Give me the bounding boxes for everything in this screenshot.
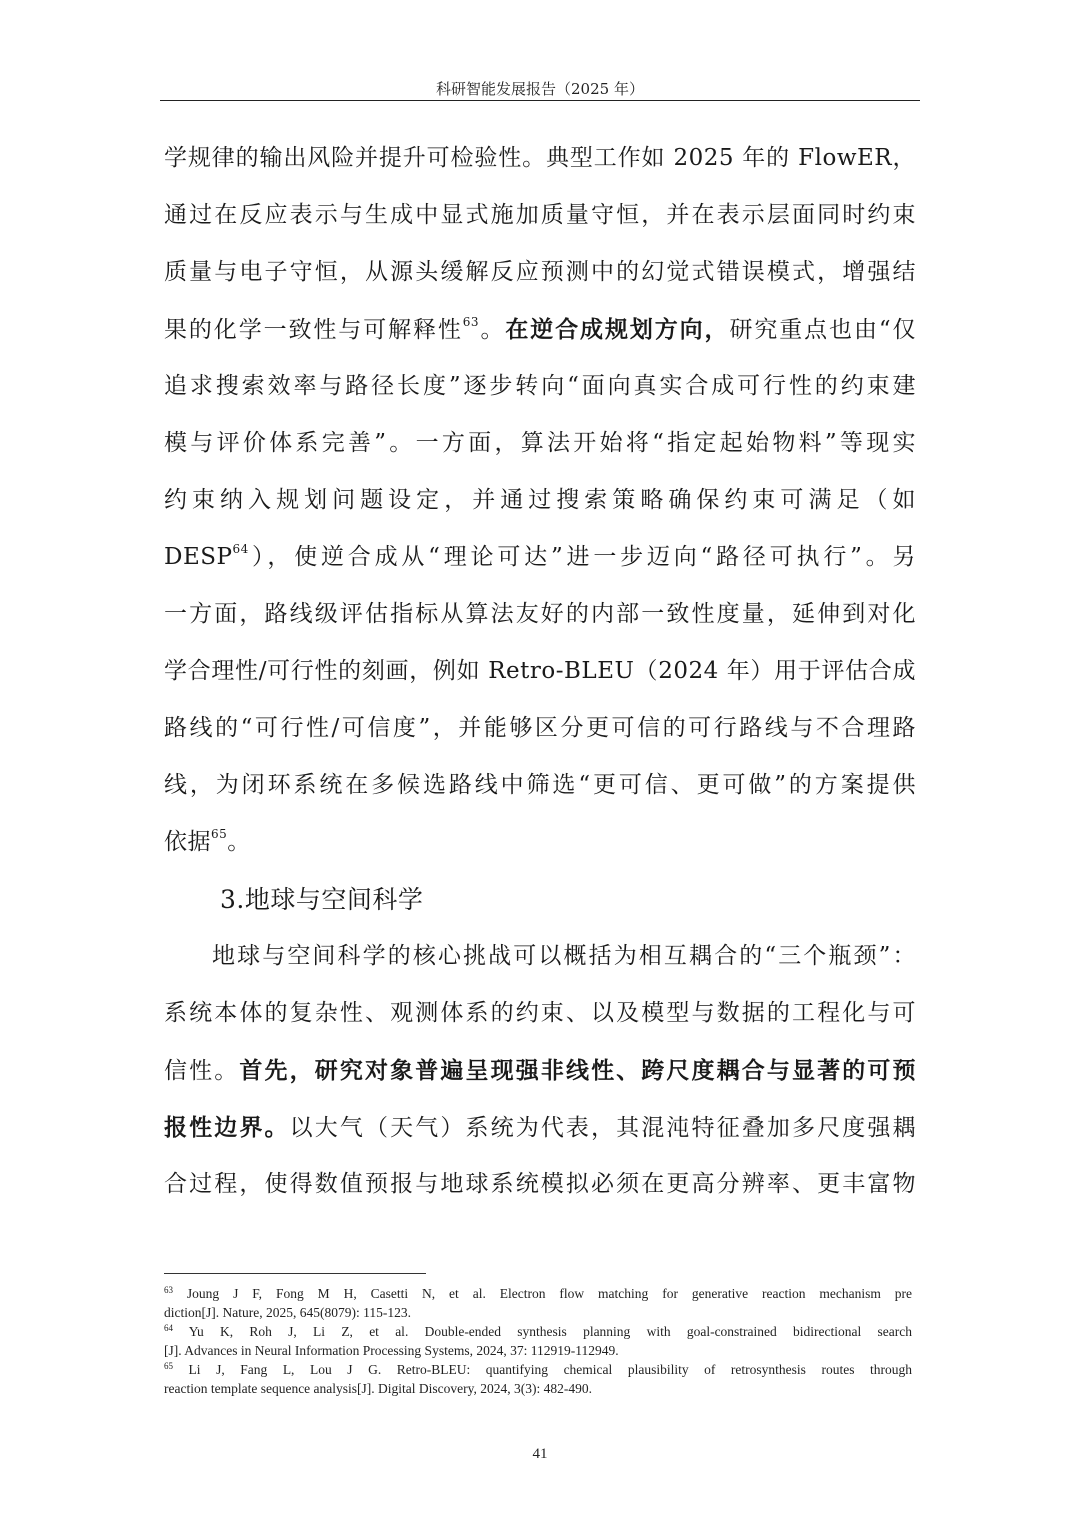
footnote-ref-64: 64: [232, 542, 249, 556]
text-line: 质量与电子守恒，从源头缓解反应预测中的幻觉式错误模式，增强结: [164, 259, 916, 285]
text-line: 学合理性/可行性的刻画，例如 Retro-BLEU（2024 年）用于评估合成: [164, 658, 916, 684]
text-line: [164, 529, 916, 586]
text-line: [164, 814, 916, 871]
bold-phrase: 报性边界。: [164, 1114, 290, 1141]
text-line: 模与评价体系完善”。一方面，算法开始将“指定起始物料”等现实: [164, 430, 916, 456]
footnote-ref-65: 65: [211, 827, 228, 841]
footnote-number: 65: [164, 1361, 173, 1371]
footnote-number: 63: [164, 1285, 173, 1295]
text-line: 系统本体的复杂性、观测体系的约束、以及模型与数据的工程化与可: [164, 1000, 916, 1026]
text-line: 路线的“可行性/可信度”，并能够区分更可信的可行路线与不合理路: [164, 715, 916, 741]
footnote-text: Yu K, Roh J, Li Z, et al. Double-ended synthesis planning with goal-constrained bidirectional search: [188, 1324, 913, 1339]
section-heading: 3.地球与空间科学: [220, 885, 424, 914]
text-line: [164, 1099, 916, 1156]
text-line: 合过程，使得数值预报与地球系统模拟必须在更高分辨率、更丰富物: [164, 1171, 916, 1197]
text-run: DESP: [164, 544, 233, 570]
text-run: ），使逆合成从“理论可达”进一步迈向“路径可执行”。另: [248, 544, 916, 570]
text-line: [164, 1042, 916, 1099]
footnote-line: [164, 1284, 912, 1303]
page-number: 41: [532, 1446, 548, 1462]
text-line: 线，为闭环系统在多候选路线中筛选“更可信、更可做”的方案提供: [164, 772, 916, 798]
footnote-ref-63: 63: [462, 315, 480, 329]
footnote-line: [164, 1360, 912, 1379]
header-rule: [160, 100, 920, 101]
footnote-number: 64: [164, 1323, 173, 1333]
footnotes: [164, 1284, 912, 1398]
footnote-line: [164, 1322, 912, 1341]
main-text: [164, 130, 916, 1213]
text-run: 果的化学一致性与可解释性: [164, 317, 463, 343]
bold-phrase: 在逆合成规划方向，: [505, 316, 730, 343]
text-line: 学规律的输出风险并提升可检验性。典型工作如 2025 年的 FlowER，: [164, 145, 916, 171]
footnote-line: [J]. Advances in Neural Information Processing Systems, 2024, 37: 112919-112949.: [164, 1343, 619, 1358]
text-line: 约束纳入规划问题设定，并通过搜索策略确保约束可满足（如: [164, 487, 916, 513]
text-line: 一方面，路线级评估指标从算法友好的内部一致性度量，延伸到对化: [164, 601, 916, 627]
footnote-text: Li J, Fang L, Lou J G. Retro-BLEU: quantifying chemical plausibility of retrosynthesis routes through: [188, 1362, 912, 1377]
text-run: 信性。: [164, 1058, 240, 1084]
text-line: 追求搜索效率与路径长度”逐步转向“面向真实合成可行性的约束建: [164, 373, 916, 399]
text-run: 依据: [164, 829, 211, 855]
footnote-text: Joung J F, Fong M H, Casetti N, et al. Electron flow matching for generative reaction mechanism pre: [186, 1286, 913, 1301]
footnote-rule: [164, 1273, 426, 1274]
text-run: 以大气（天气）系统为代表，其混沌特征叠加多尺度强耦: [289, 1115, 917, 1141]
text-line: [164, 301, 916, 358]
bold-phrase: 首先，研究对象普遍呈现强非线性、跨尺度耦合与显著的可预: [239, 1057, 917, 1084]
footnote-line: diction[J]. Nature, 2025, 645(8079): 115-123.: [164, 1305, 411, 1320]
text-run: 研究重点也由“仅: [729, 317, 917, 343]
text-line: 通过在反应表示与生成中显式施加质量守恒，并在表示层面同时约束: [164, 202, 916, 228]
footnote-line: reaction template sequence analysis[J]. Digital Discovery, 2024, 3(3): 482-490.: [164, 1381, 592, 1396]
text-run: 。: [227, 829, 251, 855]
running-header: 科研智能发展报告（2025 年）: [436, 80, 644, 98]
text-line: 地球与空间科学的核心挑战可以概括为相互耦合的“三个瓶颈”：: [212, 943, 916, 969]
text-run: 。: [479, 317, 506, 343]
